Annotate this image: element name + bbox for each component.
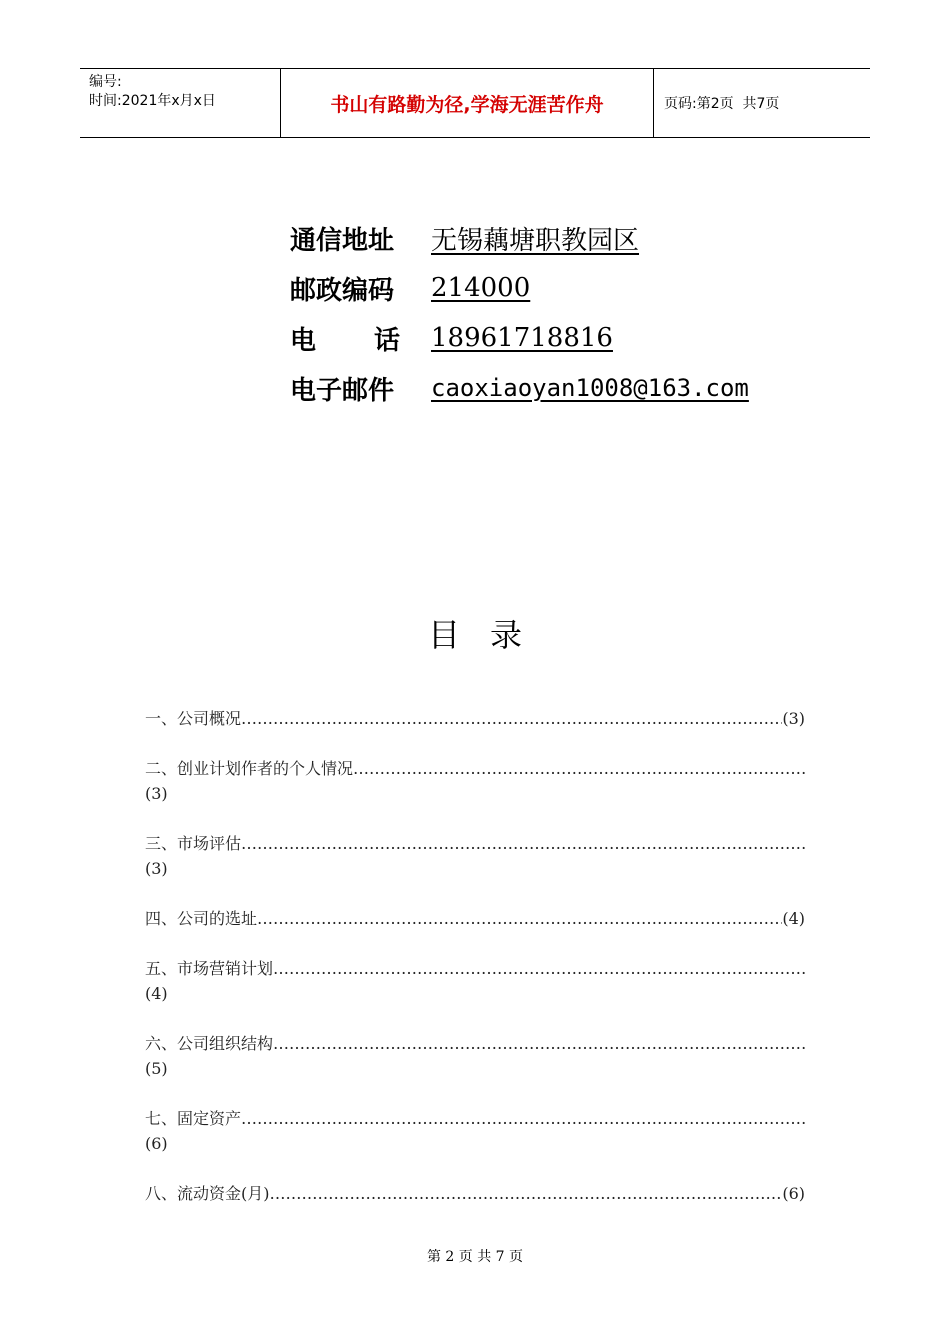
toc-entry-title: 七、固定资产	[145, 1109, 242, 1128]
toc-entry[interactable]	[145, 956, 805, 1006]
toc-entry[interactable]	[145, 706, 805, 731]
toc-entry-page: (3)	[145, 859, 168, 878]
time-label: 时间:2021年x月x日	[89, 93, 216, 109]
toc-entry[interactable]	[145, 1181, 805, 1206]
page-info-text: 页码:第2页 共7页	[664, 96, 780, 112]
email-value[interactable]: caoxiaoyan1008@163.com	[431, 374, 749, 402]
toc-entry[interactable]	[145, 756, 805, 806]
phone-label	[290, 320, 400, 357]
toc-entry-page: (3)	[782, 709, 805, 728]
page-header	[80, 68, 870, 138]
header-page-info	[654, 69, 870, 137]
toc-entry-title: 五、市场营销计划	[145, 959, 274, 978]
toc-leader-dots	[270, 1181, 783, 1206]
address-value: 无锡藕塘职教园区	[431, 225, 640, 256]
contact-block	[290, 213, 749, 413]
header-motto: 书山有路勤为径,学海无涯苦作舟	[281, 69, 654, 137]
postcode-label: 邮政编码	[290, 275, 395, 306]
postcode-row	[290, 263, 749, 313]
toc-entry-page: (4)	[782, 909, 805, 928]
toc-leader-dots	[241, 831, 805, 856]
toc-entry-title: 三、市场评估	[145, 834, 242, 853]
number-label: 编号:	[89, 74, 122, 90]
toc-entry-title: 八、流动资金(月)	[145, 1184, 270, 1203]
email-label: 电子邮件	[290, 375, 395, 406]
toc-entry[interactable]	[145, 1031, 805, 1081]
toc-entry-page: (3)	[145, 784, 168, 803]
phone-label-char-2: 话	[373, 325, 400, 356]
toc-leader-dots	[273, 956, 805, 981]
address-label: 通信地址	[290, 225, 395, 256]
page-footer: 第 2 页 共 7 页	[426, 1249, 524, 1265]
toc-leader-dots	[257, 906, 782, 931]
toc-entry[interactable]	[145, 1106, 805, 1156]
address-row	[290, 213, 749, 263]
toc-entry-page: (5)	[145, 1059, 168, 1078]
toc-entry[interactable]	[145, 831, 805, 881]
toc-leader-dots	[273, 1031, 805, 1056]
toc-entry-page: (4)	[145, 984, 168, 1003]
toc-entry-title: 一、公司概况	[145, 709, 242, 728]
phone-label-char-1: 电	[290, 325, 317, 356]
table-of-contents	[145, 706, 805, 1206]
toc-leader-dots	[353, 756, 805, 781]
email-row	[290, 363, 749, 413]
header-meta	[80, 69, 281, 137]
toc-entry-title: 四、公司的选址	[145, 909, 258, 928]
toc-entry[interactable]	[145, 906, 805, 931]
toc-leader-dots	[241, 706, 782, 731]
phone-row	[290, 313, 749, 363]
toc-entry-title: 二、创业计划作者的个人情况	[145, 759, 354, 778]
phone-value: 18961718816	[431, 323, 613, 353]
postcode-value: 214000	[431, 273, 531, 303]
toc-leader-dots	[241, 1106, 805, 1131]
toc-entry-page: (6)	[782, 1184, 805, 1203]
toc-title: 目录	[427, 616, 552, 654]
toc-entry-title: 六、公司组织结构	[145, 1034, 274, 1053]
toc-entry-page: (6)	[145, 1134, 168, 1153]
